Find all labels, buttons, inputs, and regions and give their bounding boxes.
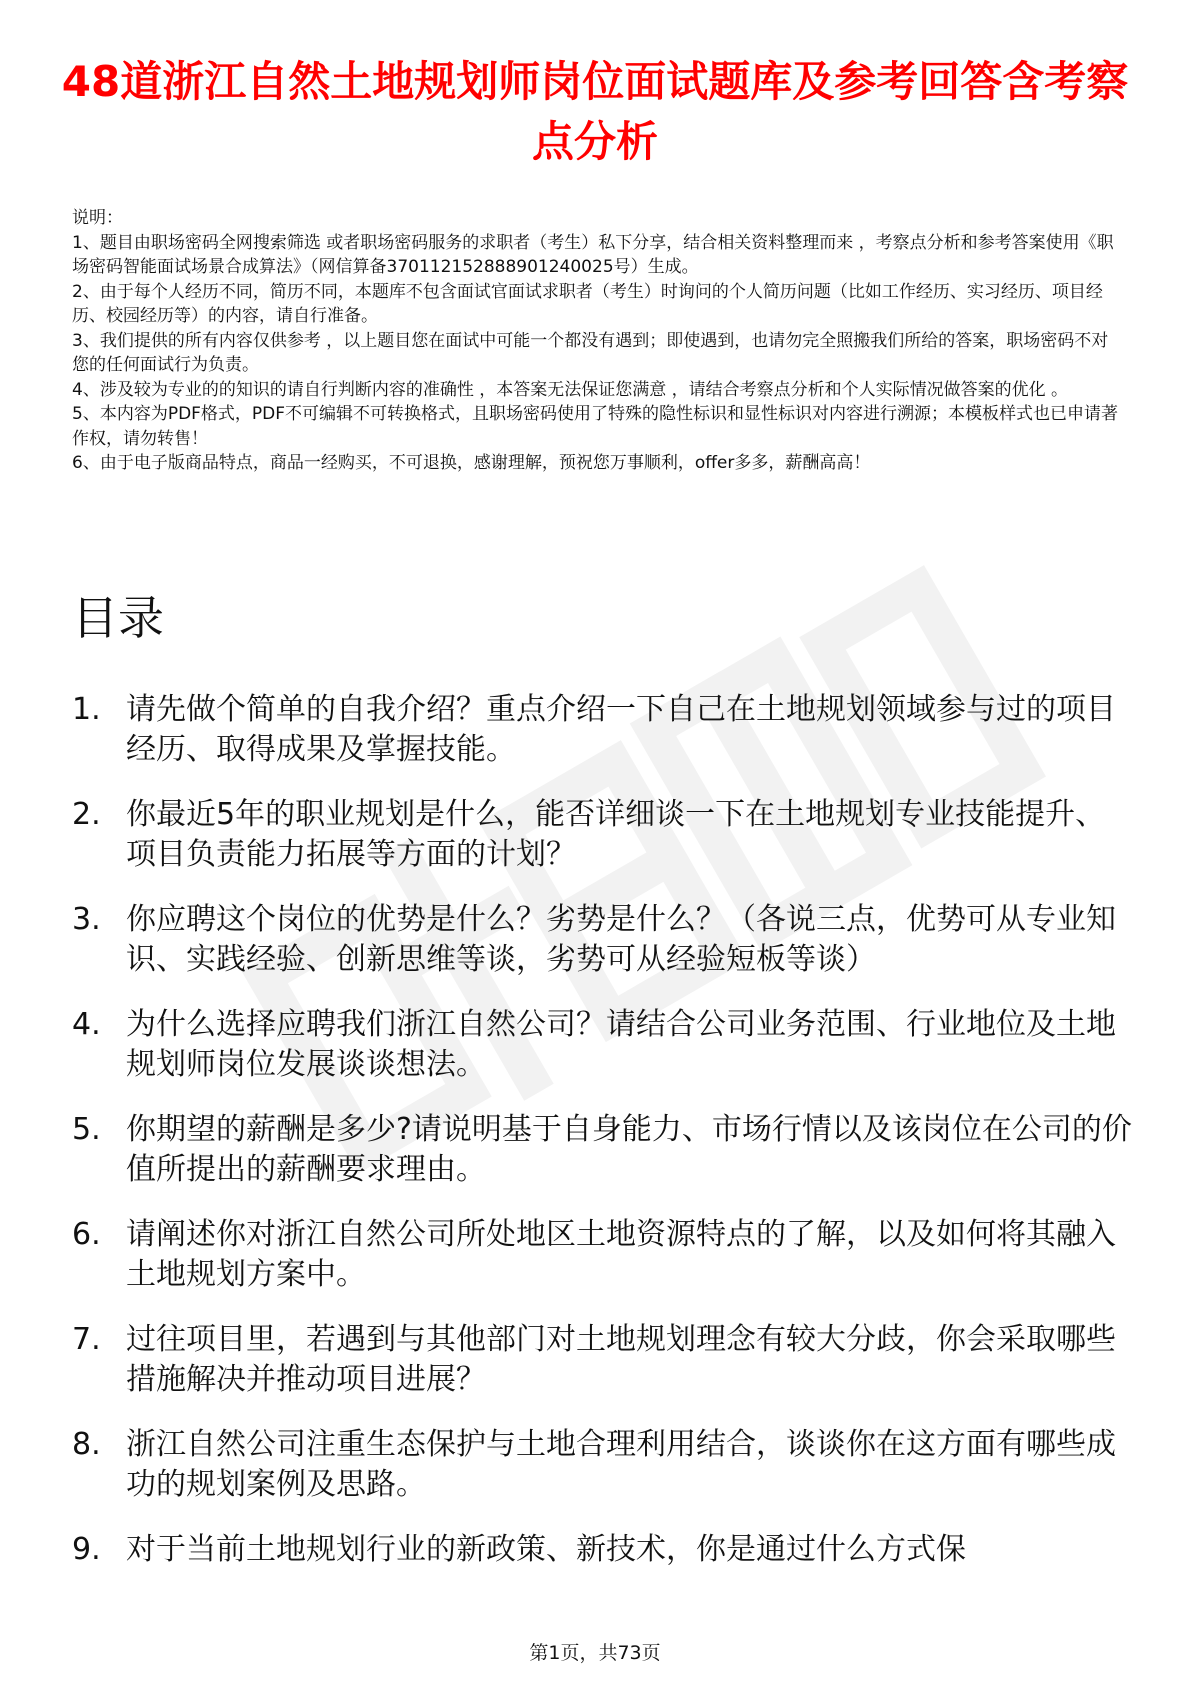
note-item-3: 3、我们提供的所有内容仅供参考 ，以上题目您在面试中可能一个都没有遇到；即使遇到，也请勿完全照搬我们所给的答案，职场密码不对您的任何面试行为负责。 bbox=[72, 330, 1109, 375]
note-item-5: 5、本内容为PDF格式，PDF不可编辑不可转换格式，且职场密码使用了特殊的隐性标识和显性标识对内容进行溯源；本模板样式也已申请著作权，请勿转售！ bbox=[72, 404, 1119, 449]
document-title: 48道浙江自然土地规划师岗位面试题库及参考回答含考察点分析 bbox=[61, 57, 1129, 166]
toc-item-9[interactable] bbox=[72, 1530, 1132, 1570]
toc-item-text: 你期望的薪酬是多少?请说明基于自身能力、市场行情以及该岗位在公司的价值所提出的薪酬要求理由。 bbox=[126, 1112, 1132, 1187]
toc-item-number: 1. bbox=[72, 692, 101, 727]
toc-heading: 目录 bbox=[72, 591, 164, 645]
toc-list bbox=[72, 690, 1132, 1595]
note-item-1: 1、题目由职场密码全网搜索筛选 或者职场密码服务的求职者（考生）私下分享，结合相关资料整理而来 ，考察点分析和参考答案使用《职场密码智能面试场景合成算法》（网信算备370112152888901240025号）生成。 bbox=[72, 232, 1114, 277]
toc-item-number: 8. bbox=[72, 1427, 101, 1462]
notes-heading: 说明： bbox=[72, 208, 123, 228]
toc-item-7[interactable] bbox=[72, 1320, 1132, 1400]
toc-item-2[interactable] bbox=[72, 795, 1132, 875]
note-item-4: 4、涉及较为专业的的知识的请自行判断内容的准确性 ，本答案无法保证您满意 ，请结合考察点分析和个人实际情况做答案的优化 。 bbox=[72, 379, 1069, 400]
toc-item-number: 7. bbox=[72, 1322, 101, 1357]
toc-item-3[interactable] bbox=[72, 900, 1132, 980]
page-number-footer: 第1页，共73页 bbox=[529, 1642, 661, 1664]
toc-item-number: 4. bbox=[72, 1007, 101, 1042]
toc-item-8[interactable] bbox=[72, 1425, 1132, 1505]
toc-item-number: 6. bbox=[72, 1217, 101, 1252]
note-item-6: 6、由于电子版商品特点，商品一经购买，不可退换，感谢理解，预祝您万事顺利，offer多多，薪酬高高！ bbox=[72, 453, 871, 473]
toc-item-text: 你应聘这个岗位的优势是什么？劣势是什么？（各说三点，优势可从专业知识、实践经验、创新思维等谈，劣势可从经验短板等谈） bbox=[126, 902, 1116, 977]
toc-item-text: 过往项目里，若遇到与其他部门对土地规划理念有较大分歧，你会采取哪些措施解决并推动项目进展？ bbox=[126, 1322, 1116, 1397]
toc-item-number: 5. bbox=[72, 1112, 101, 1147]
toc-item-4[interactable] bbox=[72, 1005, 1132, 1085]
toc-item-number: 2. bbox=[72, 797, 101, 832]
toc-item-6[interactable] bbox=[72, 1215, 1132, 1295]
toc-item-number: 9. bbox=[72, 1532, 101, 1567]
toc-item-text: 你最近5年的职业规划是什么，能否详细谈一下在土地规划专业技能提升、项目负责能力拓展等方面的计划？ bbox=[126, 797, 1106, 872]
toc-item-text: 请阐述你对浙江自然公司所处地区土地资源特点的了解，以及如何将其融入土地规划方案中。 bbox=[126, 1217, 1116, 1292]
notes-section bbox=[72, 206, 1122, 476]
toc-item-number: 3. bbox=[72, 902, 101, 937]
toc-item-text: 浙江自然公司注重生态保护与土地合理利用结合，谈谈你在这方面有哪些成功的规划案例及思路。 bbox=[126, 1427, 1116, 1502]
toc-item-1[interactable] bbox=[72, 690, 1132, 770]
toc-item-text: 为什么选择应聘我们浙江自然公司？请结合公司业务范围、行业地位及土地规划师岗位发展谈谈想法。 bbox=[126, 1007, 1116, 1082]
toc-item-text: 请先做个简单的自我介绍？重点介绍一下自己在土地规划领域参与过的项目经历、取得成果及掌握技能。 bbox=[126, 692, 1116, 767]
note-item-2: 2、由于每个人经历不同，简历不同，本题库不包含面试官面试求职者（考生）时询问的个人简历问题（比如工作经历、实习经历、项目经历、校园经历等）的内容，请自行准备。 bbox=[72, 281, 1103, 326]
toc-item-text: 对于当前土地规划行业的新政策、新技术，你是通过什么方式保 bbox=[126, 1532, 966, 1567]
toc-item-5[interactable] bbox=[72, 1110, 1132, 1190]
